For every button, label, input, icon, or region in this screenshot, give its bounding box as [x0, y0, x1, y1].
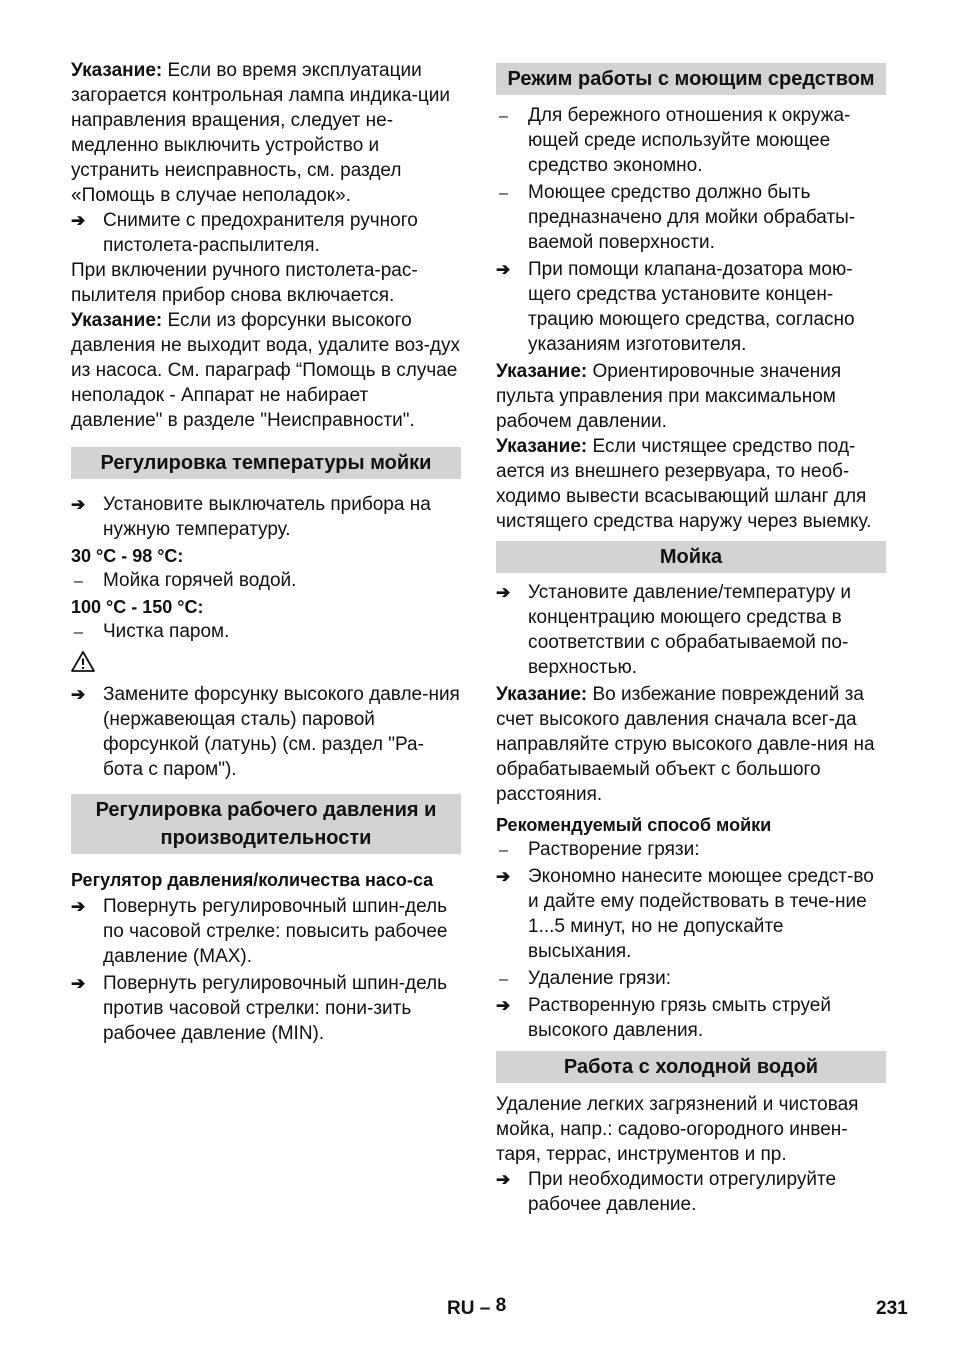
dash-icon	[496, 966, 522, 992]
page-number: 231	[876, 1298, 908, 1319]
heading-cold-water: Работа с холодной водой	[496, 1051, 886, 1083]
detergent-economy: – Для бережного отношения к окружа-ющей среде используйте моющее средство экономно.	[496, 103, 886, 178]
step-adjust-pressure: ➔ При необходимости отрегулируйте рабочее давление.	[496, 1167, 886, 1217]
note-panel-values: Указание: Ориентировочные значения пульта управления при максимальном рабочем давлении.	[496, 361, 842, 432]
step-set-temperature: ➔ Установите выключатель прибора на нужную температуру.	[71, 492, 461, 542]
remove-dirt: – Удаление грязи:	[496, 966, 886, 991]
arrow-right-icon	[71, 894, 97, 919]
heading-detergent-mode: Режим работы с моющим средством	[496, 63, 886, 95]
text-gun-restart: При включении ручного пистолета-рас-пылителя прибор снова включается.	[71, 260, 418, 306]
step-decrease-pressure: ➔ Повернуть регулировочный шпин-дель против часовой стрелки: пони-зить рабочее давление (MIN).	[71, 971, 461, 1046]
note-external-tank: Указание: Если чистящее средство под-ается из внешнего резервуара, то необ-ходимо вывести всасывающий шланг для чистящего средства наружу через выемку.	[496, 436, 872, 532]
step-set-pressure-temp: ➔ Установите давление/температуру и концентрацию моющего средства в соответствии с обрабатываемой по-верхностью.	[496, 580, 886, 680]
heading-pressure: Регулировка рабочего давления и производительности	[71, 794, 461, 854]
arrow-right-icon	[496, 864, 522, 889]
steam-clean: – Чистка паром.	[71, 619, 461, 644]
dash-icon	[71, 568, 97, 594]
step-rinse-dirt: ➔ Растворенную грязь смыть струей высокого давления.	[496, 993, 886, 1043]
heading-washing: Мойка	[496, 541, 886, 573]
arrow-right-icon	[71, 682, 97, 707]
step-apply-detergent: ➔ Экономно нанесите моющее средст-во и дайте ему подействовать в тече-ние 1...5 минут, но не допускайте высыхания.	[496, 864, 886, 964]
text-cold-water-uses: Удаление легких загрязнений и чистовая мойка, напр.: садово-огородного инвен-таря, террас, инструментов и пр.	[496, 1094, 859, 1165]
left-column	[71, 58, 461, 1046]
subheading-pressure-regulator: Регулятор давления/количества насо-са	[71, 870, 434, 890]
arrow-right-icon	[71, 971, 97, 996]
page-footer-section: RU – 8	[447, 1295, 507, 1319]
detergent-suitable: – Моющее средство должно быть предназначено для мойки обрабаты-ваемой поверхности.	[496, 180, 886, 255]
note-rotation-lamp: Указание: Если во время эксплуатации загорается контрольная лампа индика-ции направления вращения, следует не-медленно выключить устройство и устранить неисправность, см. раздел «Помощь в случае неполадок».	[71, 60, 450, 206]
temp-range-steam: 100 °C - 150 °C:	[71, 597, 204, 617]
temp-range-hot: 30 °C - 98 °C:	[71, 546, 184, 566]
right-column	[496, 58, 886, 1217]
step-dosing-valve: ➔ При помощи клапана-дозатора мою-щего средства установите концен-трацию моющего средства, согласно указаниям изготовителя.	[496, 257, 886, 357]
arrow-right-icon	[496, 993, 522, 1018]
note-avoid-damage: Указание: Во избежание повреждений за счет высокого давления сначала всег-да направляйте струю высокого давле-ния на обрабатываемый объект с большого расстояния.	[496, 684, 875, 805]
arrow-right-icon	[496, 580, 522, 605]
arrow-right-icon	[496, 1167, 522, 1192]
warning-triangle-icon	[71, 650, 95, 674]
arrow-right-icon	[496, 257, 522, 282]
arrow-right-icon	[71, 208, 97, 233]
step-unlock-gun: ➔ Снимите с предохранителя ручного пистолета-распылителя.	[71, 208, 461, 258]
heading-temperature: Регулировка температуры мойки	[71, 447, 461, 479]
dissolve-dirt: – Растворение грязи:	[496, 837, 886, 862]
arrow-right-icon	[71, 492, 97, 517]
dash-icon	[496, 837, 522, 863]
step-increase-pressure: ➔ Повернуть регулировочный шпин-дель по часовой стрелке: повысить рабочее давление (MAX).	[71, 894, 461, 969]
dash-icon	[496, 103, 522, 129]
hot-water-wash: – Мойка горячей водой.	[71, 568, 461, 593]
note-no-water: Указание: Если из форсунки высокого давления не выходит вода, удалите воз-дух из насоса. См. параграф “Помощь в случае неполадок - Аппарат не набирает давление" в разделе "Неисправности".	[71, 310, 460, 431]
dash-icon	[496, 180, 522, 206]
dash-icon	[71, 619, 97, 645]
step-replace-nozzle: ➔ Замените форсунку высокого давле-ния (нержавеющая сталь) паровой форсункой (латунь) (см. раздел "Ра-бота с паром").	[71, 682, 461, 782]
subheading-recommended-method: Рекомендуемый способ мойки	[496, 815, 772, 835]
